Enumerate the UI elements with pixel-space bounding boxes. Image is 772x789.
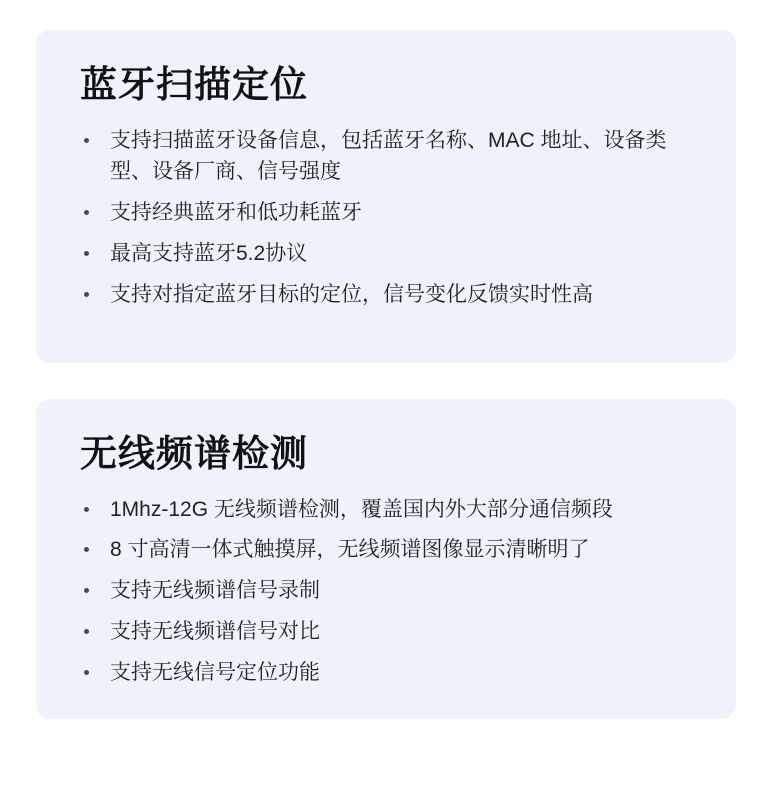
- list-item: [76, 534, 706, 566]
- bullet-dot-icon: [84, 292, 89, 297]
- list-item-label: 支持无线频谱信号对比: [110, 620, 320, 644]
- list-item: [76, 238, 706, 270]
- bullet-dot-icon: [84, 507, 89, 512]
- feature-list-spectrum: [66, 494, 706, 690]
- feature-list-bluetooth: [66, 125, 706, 312]
- bullet-dot-icon: [84, 138, 89, 143]
- feature-card-bluetooth: [36, 30, 736, 363]
- list-item: [76, 657, 706, 689]
- list-item-label: 支持无线频谱信号录制: [110, 579, 320, 603]
- list-item-label: 支持对指定蓝牙目标的定位，信号变化反馈实时性高: [110, 283, 593, 307]
- bullet-dot-icon: [84, 251, 89, 256]
- bullet-dot-icon: [84, 210, 89, 215]
- list-item: [76, 616, 706, 648]
- list-item: [76, 575, 706, 607]
- bullet-dot-icon: [84, 588, 89, 593]
- list-item-label: 支持经典蓝牙和低功耗蓝牙: [110, 201, 362, 225]
- list-item-label: 最高支持蓝牙5.2协议: [110, 242, 308, 266]
- bullet-dot-icon: [84, 670, 89, 675]
- feature-card-spectrum: [36, 399, 736, 719]
- list-item: [76, 494, 706, 526]
- list-item-label: 1Mhz-12G 无线频谱检测，覆盖国内外大部分通信频段: [110, 497, 613, 521]
- list-item-label: 支持无线信号定位功能: [110, 661, 320, 685]
- bullet-dot-icon: [84, 629, 89, 634]
- list-item: [76, 125, 706, 189]
- list-item-label: 8 寸高清一体式触摸屏，无线频谱图像显示清晰明了: [110, 538, 590, 562]
- section-title: 无线频谱检测: [80, 433, 308, 474]
- page-title: 蓝牙扫描定位: [80, 64, 308, 105]
- list-item: [76, 279, 706, 311]
- list-item-label: 支持扫描蓝牙设备信息，包括蓝牙名称、MAC 地址、设备类型、设备厂商、信号强度: [110, 128, 667, 184]
- list-item: [76, 197, 706, 229]
- bullet-dot-icon: [84, 547, 89, 552]
